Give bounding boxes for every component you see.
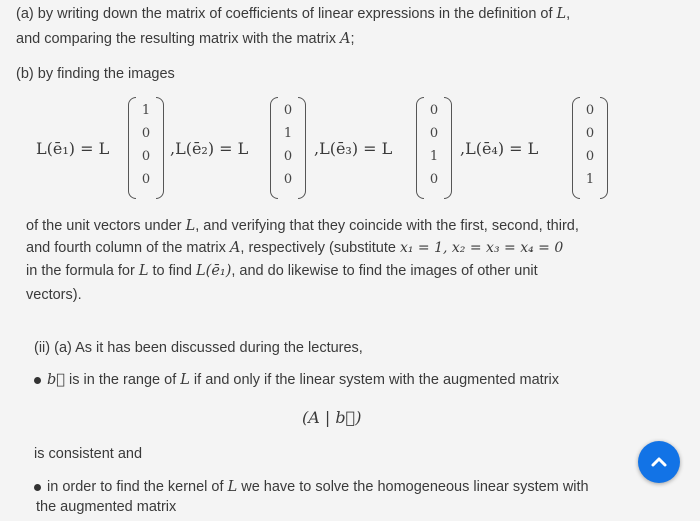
vector-e1 xyxy=(128,97,164,199)
var-L: L xyxy=(180,372,190,388)
para-unit-line3 xyxy=(26,263,538,279)
text: of the unit vectors under xyxy=(26,218,186,234)
scroll-to-top-button[interactable] xyxy=(638,441,680,483)
bullet-icon xyxy=(34,377,41,384)
para-a-line1-text: (a) by writing down the matrix of coefficients of linear expressions in the definition of xyxy=(16,6,557,22)
punct: ; xyxy=(350,31,355,47)
entry: 0 xyxy=(429,172,439,187)
para-a-line1 xyxy=(16,6,570,22)
para-b-label: (b) by finding the images xyxy=(16,66,175,82)
entry: 1 xyxy=(585,172,595,187)
var-L: L xyxy=(138,263,149,279)
text: , and verifying that they coincide with the first, second, third, xyxy=(195,218,579,234)
image-e4-lhs xyxy=(460,139,538,158)
var-A: A xyxy=(339,31,351,47)
var-L: L xyxy=(185,218,196,234)
para-a-line2-text: and comparing the resulting matrix with the matrix xyxy=(16,31,340,47)
entry: 1 xyxy=(429,149,439,164)
punct: , xyxy=(566,6,571,22)
image-e2-lhs xyxy=(170,139,248,158)
text: and fourth column of the matrix xyxy=(26,240,230,256)
part-ii-bullet1 xyxy=(34,372,559,388)
comma: , xyxy=(460,139,466,158)
text: is in the range of xyxy=(64,372,181,388)
entry: 1 xyxy=(141,103,151,118)
text: we have to solve the homogeneous linear system with xyxy=(237,479,589,495)
vector-e3 xyxy=(416,97,452,199)
para-a-line2 xyxy=(16,31,355,47)
image-e1-label: L(ē₁) = L xyxy=(36,139,110,158)
vector-entries xyxy=(416,99,452,191)
var-A: A xyxy=(229,240,241,256)
var-b: b⃗ xyxy=(47,372,65,388)
entry: 0 xyxy=(141,172,151,187)
vector-entries xyxy=(270,99,306,191)
text: in the formula for xyxy=(26,263,139,279)
text: in order to find the kernel of xyxy=(47,479,228,495)
part-ii-bullet2 xyxy=(34,479,589,495)
substitution-math: x₁ = 1, x₂ = x₃ = x₄ = 0 xyxy=(399,240,564,256)
text: if and only if the linear system with the augmented matrix xyxy=(189,372,560,388)
part-ii-heading: (ii) (a) As it has been discussed during the lectures, xyxy=(34,340,363,356)
vector-entries xyxy=(128,99,164,191)
image-e3-lhs xyxy=(314,139,392,158)
entry: 0 xyxy=(283,149,293,164)
var-L: L xyxy=(556,6,567,22)
entry: 0 xyxy=(429,103,439,118)
para-unit-line2 xyxy=(26,240,563,256)
bullet-icon xyxy=(34,484,41,491)
chevron-up-icon xyxy=(650,453,668,471)
entry: 0 xyxy=(283,103,293,118)
vector-entries xyxy=(572,99,608,191)
image-e3-label: L(ē₃) = L xyxy=(319,139,393,158)
part-ii-bullet2-line2: the augmented matrix xyxy=(36,499,177,515)
augmented-matrix: (A | b⃗) xyxy=(302,408,362,427)
entry: 0 xyxy=(585,126,595,141)
entry: 0 xyxy=(585,149,595,164)
image-e4-label: L(ē₄) = L xyxy=(465,139,539,158)
text: , respectively (substitute xyxy=(240,240,400,256)
para-unit-line1 xyxy=(26,218,579,234)
entry: 0 xyxy=(585,103,595,118)
entry: 0 xyxy=(283,172,293,187)
vector-e2 xyxy=(270,97,306,199)
entry: 0 xyxy=(429,126,439,141)
entry: 1 xyxy=(283,126,293,141)
comma: , xyxy=(170,139,176,158)
consistent-text: is consistent and xyxy=(34,446,143,462)
var-L: L xyxy=(227,479,238,495)
comma: , xyxy=(314,139,320,158)
entry: 0 xyxy=(141,149,151,164)
vector-e4 xyxy=(572,97,608,199)
para-unit-line4: vectors). xyxy=(26,287,82,303)
entry: 0 xyxy=(141,126,151,141)
text: to find xyxy=(148,263,197,279)
image-math: L(ē₁) xyxy=(196,263,232,279)
text: , and do likewise to find the images of other unit xyxy=(231,263,538,279)
image-e2-label: L(ē₂) = L xyxy=(175,139,249,158)
image-e1-lhs xyxy=(36,139,109,158)
